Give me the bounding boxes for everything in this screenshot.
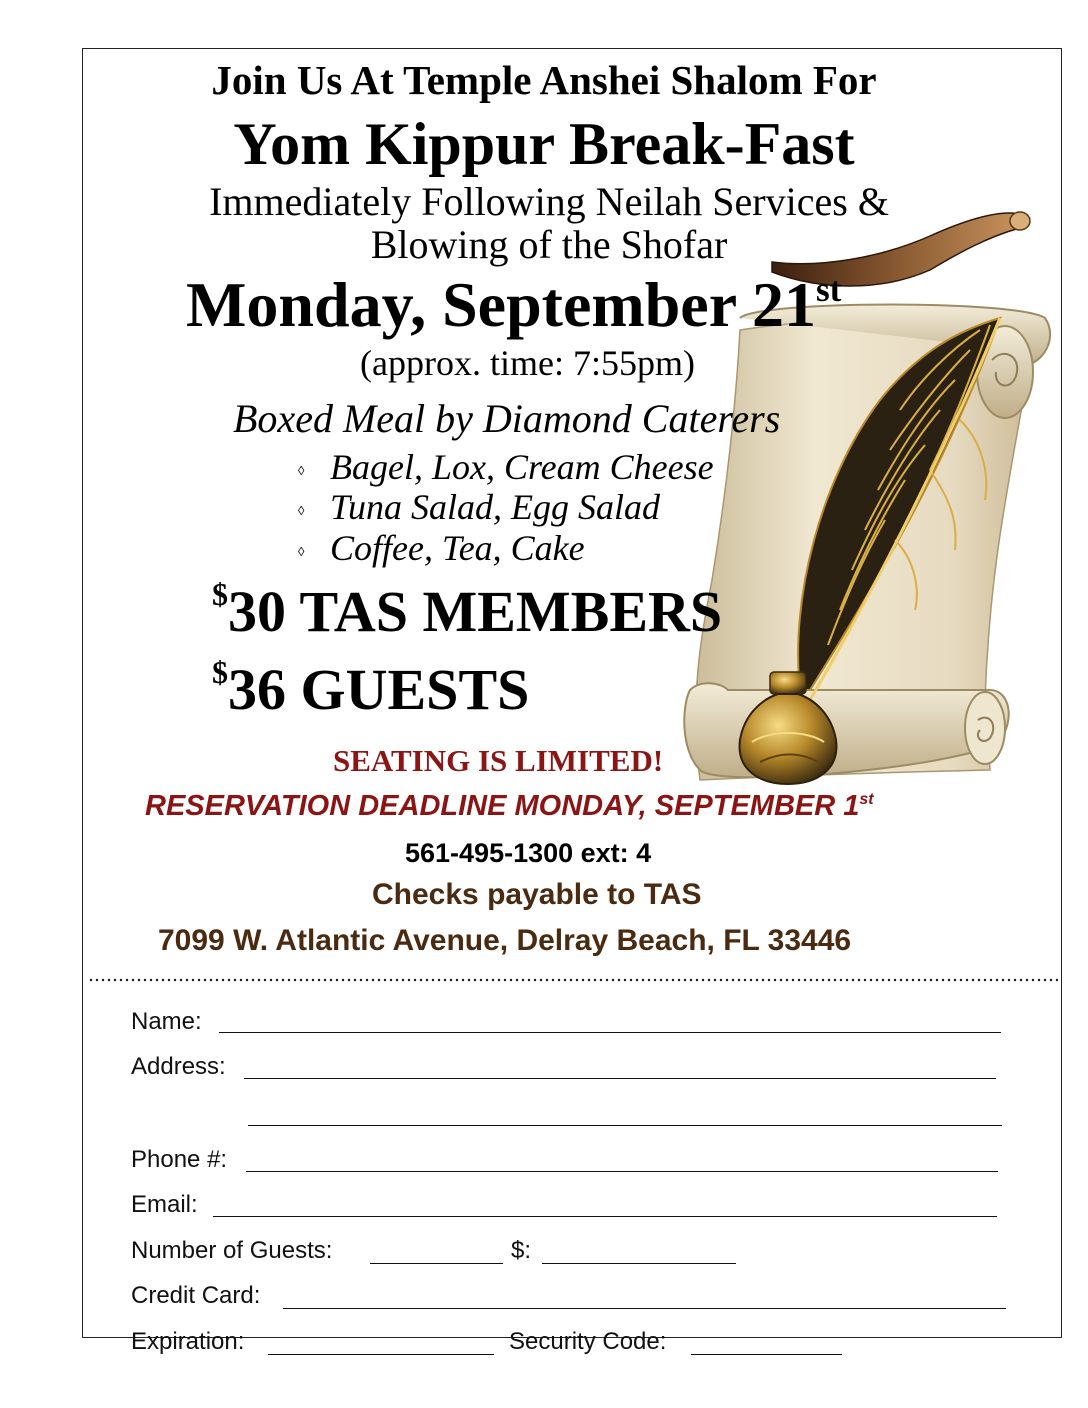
- reservation-deadline: [145, 790, 874, 823]
- subtitle-line-2: Blowing of the Shofar: [370, 222, 728, 267]
- menu-item: [298, 527, 585, 569]
- credit-card-label: Credit Card:: [131, 1282, 261, 1309]
- phone-field[interactable]: [246, 1171, 998, 1172]
- members-label: TAS MEMBERS: [299, 579, 723, 644]
- event-date: [186, 268, 841, 342]
- checks-payable: Checks payable to TAS: [372, 878, 702, 911]
- diamond-bullet-icon: ◊: [298, 462, 305, 478]
- amount-label: $:: [511, 1237, 532, 1264]
- currency-symbol: $: [212, 576, 228, 612]
- menu-item-text: Tuna Salad, Egg Salad: [330, 487, 661, 527]
- guests-label: GUESTS: [300, 657, 530, 722]
- phone-label: Phone #:: [131, 1146, 228, 1173]
- email-label: Email:: [131, 1191, 198, 1218]
- security-code-label: Security Code:: [509, 1328, 667, 1355]
- invite-line: Join Us At Temple Anshei Shalom For: [211, 57, 877, 103]
- address-field-line-2[interactable]: [248, 1125, 1002, 1126]
- guests-price: [212, 656, 529, 723]
- address-label: Address:: [131, 1053, 226, 1080]
- diamond-bullet-icon: ◊: [298, 543, 305, 559]
- security-code-field[interactable]: [691, 1354, 842, 1355]
- cut-line: [88, 972, 1058, 984]
- phone-number: 561-495-1300 ext: 4: [405, 838, 652, 868]
- menu-heading: Boxed Meal by Diamond Caterers: [233, 396, 781, 441]
- members-amount: 30: [228, 579, 286, 644]
- deadline-suffix: st: [859, 790, 874, 808]
- guests-count-field[interactable]: [370, 1263, 503, 1264]
- address-field-line-1[interactable]: [244, 1078, 996, 1079]
- members-price: [212, 578, 722, 645]
- diamond-bullet-icon: ◊: [298, 502, 305, 518]
- event-date-text: Monday, September 21: [186, 269, 816, 340]
- subtitle-line-1: Immediately Following Neilah Services &: [209, 179, 889, 224]
- name-field[interactable]: [219, 1032, 1001, 1033]
- deadline-text: RESERVATION DEADLINE MONDAY, SEPTEMBER 1: [145, 790, 860, 822]
- seating-limited: SEATING IS LIMITED!: [333, 743, 664, 778]
- date-suffix: st: [815, 270, 842, 310]
- event-title: Yom Kippur Break-Fast: [233, 111, 855, 177]
- email-field[interactable]: [213, 1216, 997, 1217]
- currency-symbol: $: [212, 654, 228, 690]
- guests-label: Number of Guests:: [131, 1237, 333, 1264]
- expiration-field[interactable]: [268, 1354, 494, 1355]
- expiration-label: Expiration:: [131, 1328, 245, 1355]
- amount-field[interactable]: [542, 1263, 736, 1264]
- temple-address: 7099 W. Atlantic Avenue, Delray Beach, FL 33446: [158, 924, 852, 957]
- approx-time: (approx. time: 7:55pm): [360, 343, 695, 383]
- credit-card-field[interactable]: [283, 1308, 1006, 1309]
- menu-item: [298, 446, 714, 488]
- menu-item-text: Coffee, Tea, Cake: [330, 528, 585, 568]
- menu-item: [298, 486, 660, 528]
- name-label: Name:: [131, 1008, 202, 1035]
- menu-item-text: Bagel, Lox, Cream Cheese: [330, 447, 714, 487]
- guests-amount: 36: [228, 657, 286, 722]
